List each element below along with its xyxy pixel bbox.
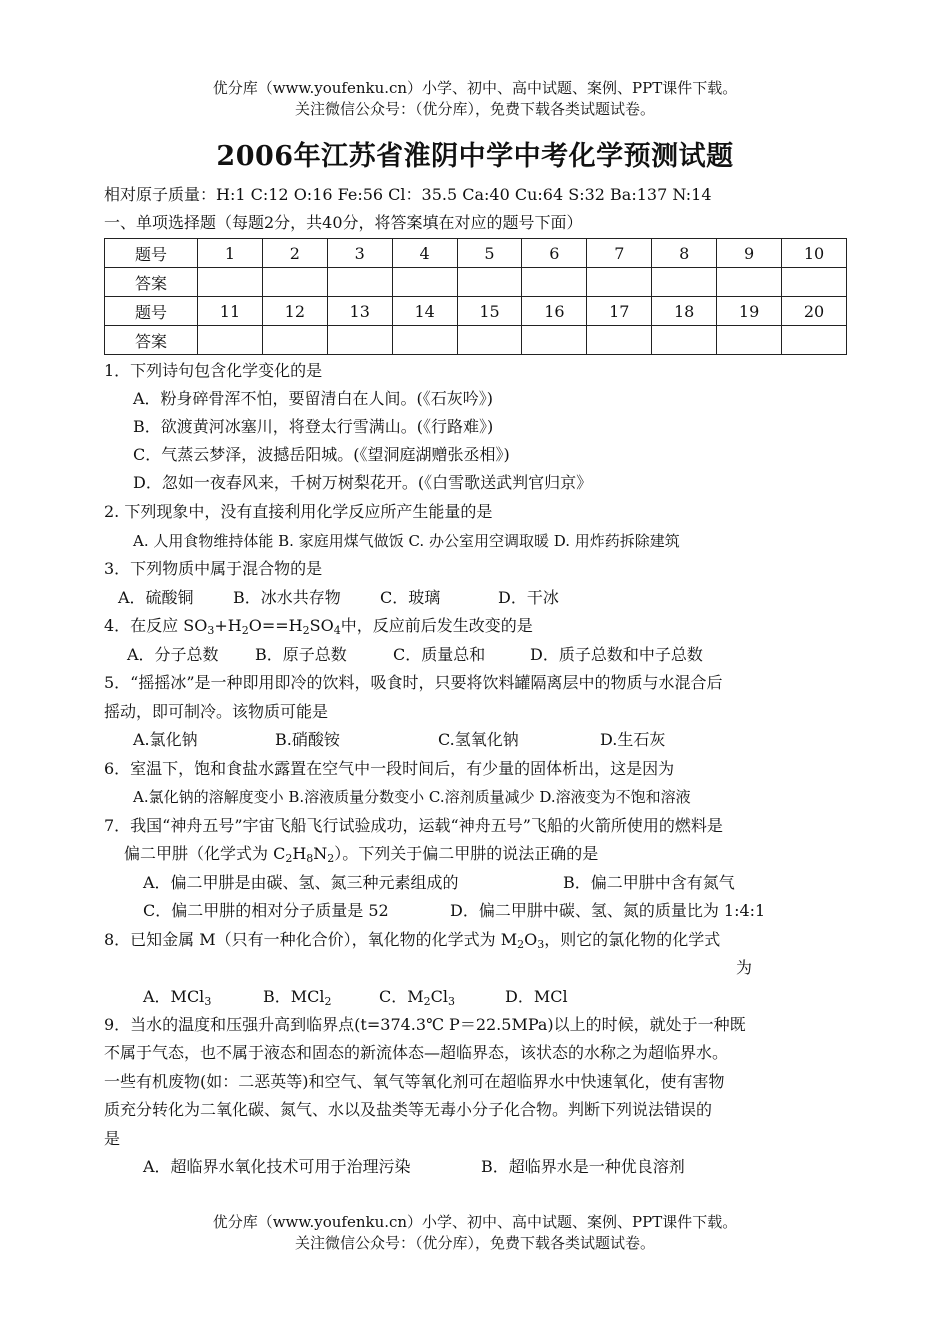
q9-line-5: 是 <box>104 1129 121 1148</box>
q4-option-c: C．质量总和 <box>393 645 486 664</box>
q2-stem: 2. 下列现象中，没有直接利用化学反应所产生能量的是 <box>104 502 493 521</box>
table-cell: 3 <box>327 239 392 268</box>
q4-stem-text: SO <box>309 616 334 635</box>
q4-stem-text: 4．在反应 SO <box>104 616 208 635</box>
answer-cell[interactable] <box>457 326 522 355</box>
answer-cell[interactable] <box>522 268 587 297</box>
q4-options <box>127 644 703 666</box>
footer-line-2: 关注微信公众号：（优分库），免费下载各类试题试卷。 <box>294 1234 655 1252</box>
answer-cell[interactable] <box>587 326 652 355</box>
table-cell: 13 <box>327 297 392 326</box>
q2-options: A. 人用食物维持体能 B. 家庭用煤气做饭 C. 办公室用空调取暖 D. 用炸药拆除建筑 <box>133 532 680 550</box>
answer-cell[interactable] <box>782 326 847 355</box>
q8-option-d: D．MCl <box>505 987 568 1006</box>
q8-stem-text: O <box>524 930 538 949</box>
answer-cell[interactable] <box>652 326 717 355</box>
q4-option-d: D．质子总数和中子总数 <box>530 645 703 664</box>
subscript: 3 <box>537 938 545 951</box>
table-cell: 11 <box>198 297 263 326</box>
q5-option-b: B.硝酸铵 <box>275 730 340 749</box>
table-cell: 9 <box>717 239 782 268</box>
answer-cell[interactable] <box>782 268 847 297</box>
q1-option-b: B．欲渡黄河冰塞川，将登太行雪满山。(《行路难》) <box>133 417 494 436</box>
table-cell: 4 <box>392 239 457 268</box>
q9-line-3: 一些有机废物(如：二恶英等)和空气、氧气等氧化剂可在超临界水中快速氧化，使有害物 <box>104 1072 725 1091</box>
q7-option-d: D．偏二甲肼中碳、氢、氮的质量比为 1:4:1 <box>450 901 766 920</box>
q8-option-a <box>143 986 263 1008</box>
answer-cell[interactable] <box>198 326 263 355</box>
q3-options <box>118 587 559 609</box>
q7-option-c: C．偏二甲肼的相对分子质量是 52 <box>143 901 389 920</box>
q4-stem-text: O==H <box>248 616 303 635</box>
q4-stem-text: +H <box>214 616 242 635</box>
q9-line-2: 不属于气态，也不属于液态和固态的新流体态—超临界态，该状态的水称之为超临界水。 <box>104 1043 729 1062</box>
q5-stem-line-1: 5．“摇摇冰”是一种即用即冷的饮料，吸食时，只要将饮料罐隔离层中的物质与水混合后 <box>104 673 723 692</box>
q4-stem <box>104 615 533 637</box>
subscript: 2 <box>327 852 335 865</box>
q4-option-a: A．分子总数 <box>127 645 219 664</box>
q3-option-c: C．玻璃 <box>380 588 441 607</box>
answer-cell[interactable] <box>522 326 587 355</box>
q1-option-c: C．气蒸云梦泽，波撼岳阳城。(《望洞庭湖赠张丞相》) <box>133 445 510 464</box>
q3-option-a: A．硫酸铜 <box>118 588 194 607</box>
q6-options: A.氯化钠的溶解度变小 B.溶液质量分数变小 C.溶剂质量减少 D.溶液变为不饱和溶液 <box>133 788 691 806</box>
q9-option-b: B．超临界水是一种优良溶剂 <box>481 1157 685 1176</box>
q7-option-a: A．偏二甲肼是由碳、氢、氮三种元素组成的 <box>143 873 459 892</box>
answer-cell[interactable] <box>457 268 522 297</box>
table-cell: 10 <box>782 239 847 268</box>
q7-options-row-2 <box>143 900 765 922</box>
q8-option-c-text: C．M <box>379 987 424 1006</box>
answer-table <box>104 238 847 355</box>
q8-option-c-text: Cl <box>430 987 448 1006</box>
subscript: 3 <box>448 995 455 1008</box>
q3-option-b: B．冰水共存物 <box>233 588 341 607</box>
page-title: 2006年江苏省淮阴中学中考化学预测试题 <box>216 141 734 172</box>
table-cell: 2 <box>262 239 327 268</box>
footer-line-1: 优分库（www.youfenku.cn）小学、初中、高中试题、案例、PPT课件下载。 <box>212 1213 738 1231</box>
q7-stem-text: H <box>292 844 307 863</box>
q9-options <box>143 1156 685 1178</box>
table-cell: 17 <box>587 297 652 326</box>
q9-line-1: 9．当水的温度和压强升高到临界点(t=374.3℃ P＝22.5MPa)以上的时候，就处于一种既 <box>104 1015 746 1034</box>
q5-options <box>133 729 665 751</box>
q5-option-c: C.氢氧化钠 <box>438 730 519 749</box>
q4-option-b: B．原子总数 <box>255 645 347 664</box>
table-label-cell: 答案 <box>105 326 198 355</box>
answer-cell[interactable] <box>587 268 652 297</box>
table-row <box>105 268 847 297</box>
answer-cell[interactable] <box>717 268 782 297</box>
q7-stem-text: N <box>313 844 328 863</box>
table-cell: 8 <box>652 239 717 268</box>
subscript: 2 <box>324 995 332 1008</box>
table-row <box>105 326 847 355</box>
answer-cell[interactable] <box>327 268 392 297</box>
q5-option-a: A.氯化钠 <box>133 730 198 749</box>
table-cell: 14 <box>392 297 457 326</box>
q7-options-row-1 <box>143 872 735 894</box>
table-cell: 12 <box>262 297 327 326</box>
table-cell: 7 <box>587 239 652 268</box>
subscript: 2 <box>285 852 293 865</box>
answer-cell[interactable] <box>392 326 457 355</box>
atomic-masses: 相对原子质量：H:1 C:12 O:16 Fe:56 Cl：35.5 Ca:40 Cu:64 S:32 Ba:137 N:14 <box>104 185 712 204</box>
q9-option-a: A．超临界水氧化技术可用于治理污染 <box>143 1157 411 1176</box>
q4-stem-text: 中，反应前后发生改变的是 <box>340 616 533 635</box>
answer-cell[interactable] <box>327 326 392 355</box>
subscript: 3 <box>204 995 212 1008</box>
q3-option-d: D．干冰 <box>498 588 559 607</box>
answer-cell[interactable] <box>392 268 457 297</box>
q8-stem-text: ，则它的氯化物的化学式 <box>544 930 721 949</box>
table-cell: 18 <box>652 297 717 326</box>
table-cell: 20 <box>782 297 847 326</box>
table-cell: 5 <box>457 239 522 268</box>
answer-cell[interactable] <box>652 268 717 297</box>
table-cell: 15 <box>457 297 522 326</box>
subscript: 4 <box>333 624 341 637</box>
header-line-1: 优分库（www.youfenku.cn）小学、初中、高中试题、案例、PPT课件下载。 <box>212 79 738 97</box>
q1-option-a: A．粉身碎骨浑不怕，要留清白在人间。(《石灰吟》) <box>133 389 494 408</box>
answer-cell[interactable] <box>262 326 327 355</box>
q8-stem <box>104 929 720 951</box>
q8-option-a-text: A．MCl <box>143 987 205 1006</box>
table-cell: 6 <box>522 239 587 268</box>
q9-line-4: 质充分转化为二氧化碳、氮气、水以及盐类等无毒小分子化合物。判断下列说法错误的 <box>104 1100 713 1119</box>
q1-option-d: D．忽如一夜春风来，千树万树梨花开。(《白雪歌送武判官归京》 <box>133 473 593 492</box>
table-cell: 16 <box>522 297 587 326</box>
answer-cell[interactable] <box>717 326 782 355</box>
section-heading: 一、单项选择题（每题2分，共40分，将答案填在对应的题号下面） <box>104 213 583 232</box>
q8-stem-wrap: 为 <box>736 958 753 977</box>
q5-option-d: D.生石灰 <box>600 730 666 749</box>
header-line-2: 关注微信公众号：（优分库），免费下载各类试题试卷。 <box>294 100 655 118</box>
q3-stem: 3．下列物质中属于混合物的是 <box>104 559 323 578</box>
q7-stem-line-1: 7．我国“神舟五号”宇宙飞船飞行试验成功，运载“神舟五号”飞船的火箭所使用的燃料是 <box>104 816 723 835</box>
q7-stem-text: ）。下列关于偏二甲肼的说法正确的是 <box>334 844 599 863</box>
table-cell: 1 <box>198 239 263 268</box>
q8-option-b-text: B．MCl <box>263 987 325 1006</box>
subscript: 2 <box>302 624 310 637</box>
table-label-cell: 题号 <box>105 239 198 268</box>
q5-stem-line-2: 摇动，即可制冷。该物质可能是 <box>104 702 329 721</box>
table-label-cell: 答案 <box>105 268 198 297</box>
q7-stem-text: 偏二甲肼（化学式为 C <box>124 844 286 863</box>
q8-option-c <box>379 986 505 1008</box>
answer-cell[interactable] <box>262 268 327 297</box>
table-cell: 19 <box>717 297 782 326</box>
q8-options <box>143 986 568 1008</box>
q8-option-b <box>263 986 379 1008</box>
q7-option-b: B．偏二甲肼中含有氮气 <box>563 873 735 892</box>
q7-stem-line-2 <box>124 843 598 865</box>
table-row <box>105 239 847 268</box>
table-row <box>105 297 847 326</box>
subscript: 2 <box>423 995 431 1008</box>
q8-stem-text: 8．已知金属 M（只有一种化合价），氧化物的化学式为 M <box>104 930 518 949</box>
subscript: 8 <box>306 852 314 865</box>
subscript: 2 <box>517 938 525 951</box>
subscript: 2 <box>241 624 249 637</box>
table-label-cell: 题号 <box>105 297 198 326</box>
answer-cell[interactable] <box>198 268 263 297</box>
q6-stem: 6．室温下，饱和食盐水露置在空气中一段时间后，有少量的固体析出，这是因为 <box>104 759 675 778</box>
subscript: 3 <box>207 624 215 637</box>
q1-stem: 1．下列诗句包含化学变化的是 <box>104 361 323 380</box>
